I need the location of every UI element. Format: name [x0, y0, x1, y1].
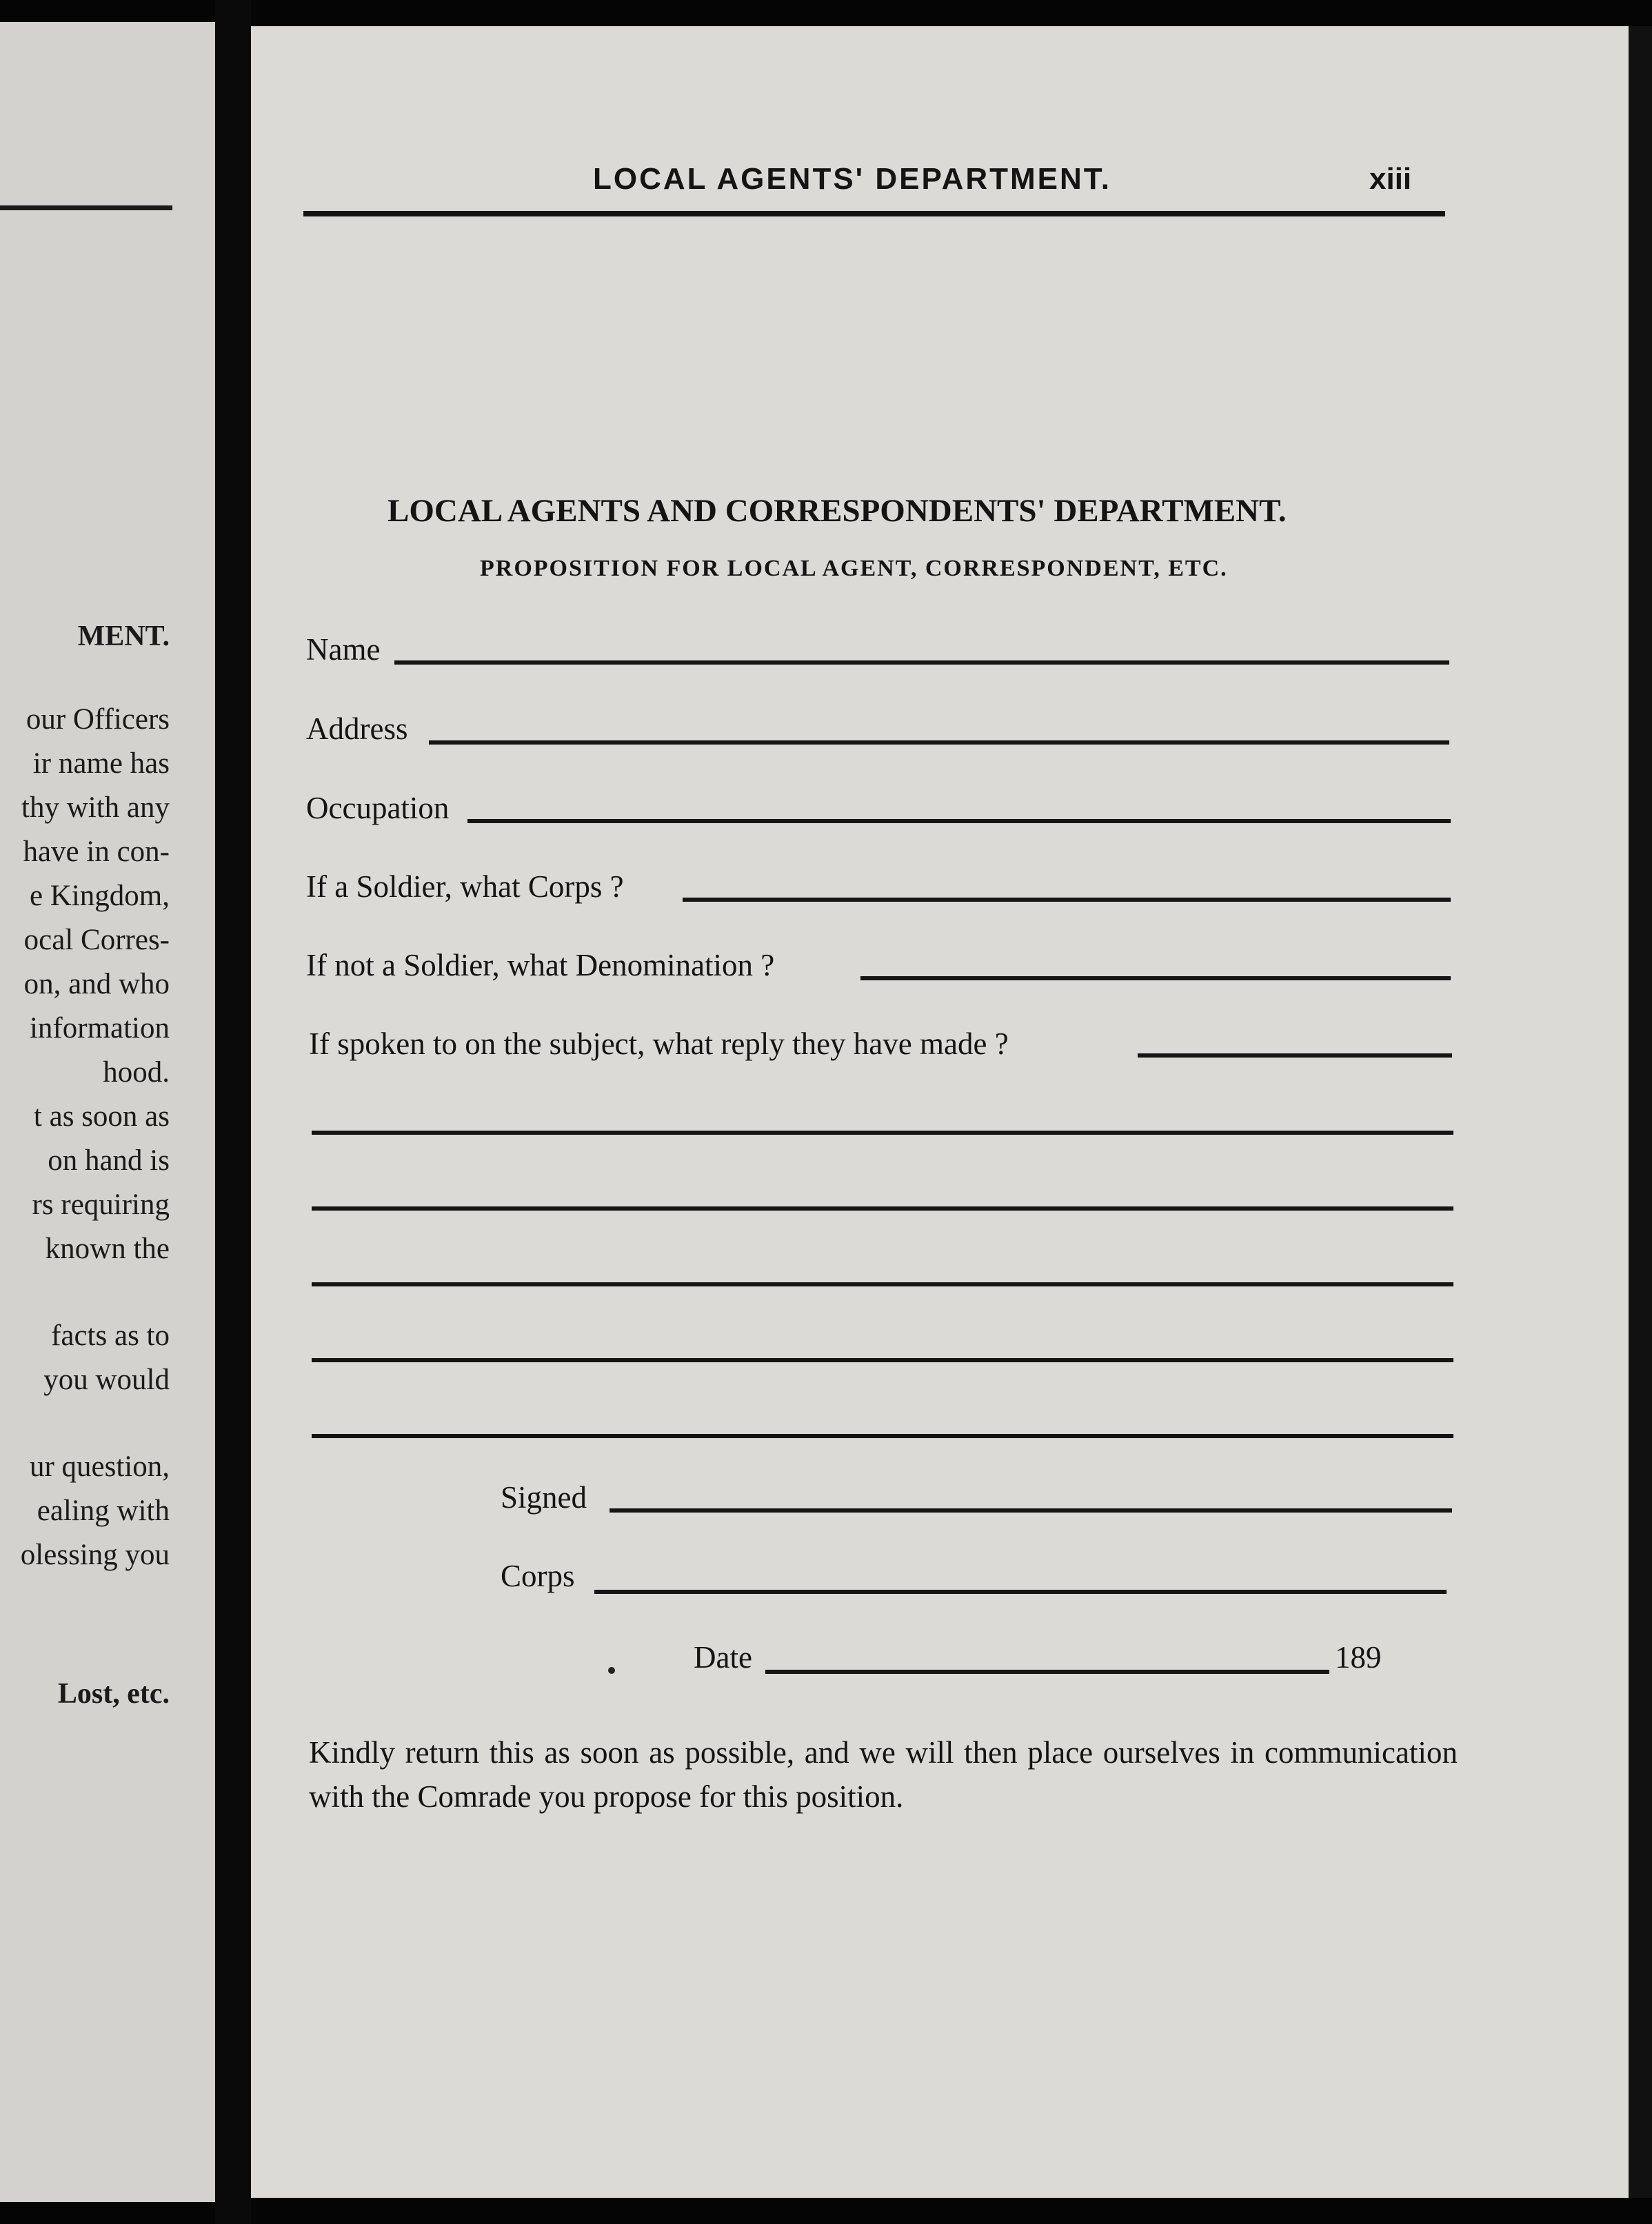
- reply-answer-line[interactable]: [312, 1358, 1453, 1362]
- date-label: Date: [694, 1640, 752, 1675]
- name-label: Name: [306, 632, 381, 667]
- signed-field[interactable]: [610, 1508, 1452, 1513]
- previous-page-rule: [0, 205, 172, 210]
- reply-answer-line[interactable]: [312, 1282, 1453, 1286]
- corps-question-field[interactable]: [683, 898, 1451, 902]
- form-subtitle: PROPOSITION FOR LOCAL AGENT, CORRESPONDENT, ETC.: [480, 556, 1228, 581]
- closing-paragraph: Kindly return this as soon as possible, and we will then place ourselves in communication with the Comrade you propose for this position.: [309, 1735, 1458, 1814]
- previous-page-line: thy with any: [21, 791, 170, 824]
- previous-page-line: known the: [45, 1233, 170, 1265]
- running-head-title: LOCAL AGENTS' DEPARTMENT.: [593, 162, 1111, 196]
- print-speck: [608, 1667, 615, 1674]
- previous-page-line: e Kingdom,: [29, 880, 170, 912]
- occupation-field[interactable]: [467, 819, 1451, 823]
- date-field[interactable]: [765, 1670, 1329, 1674]
- corps-label: Corps: [501, 1559, 575, 1593]
- form-page: [251, 26, 1629, 2198]
- previous-page-line: on hand is: [48, 1144, 170, 1177]
- previous-page-line: ocal Corres-: [23, 924, 170, 956]
- previous-page-line: ir name has: [32, 747, 170, 780]
- previous-page-fragment: [0, 22, 215, 2202]
- occupation-label: Occupation: [306, 791, 450, 825]
- previous-page-line: t as soon as: [33, 1100, 170, 1133]
- header-rule: [303, 211, 1445, 216]
- address-field[interactable]: [429, 740, 1449, 745]
- previous-page-line: facts as to: [51, 1320, 170, 1352]
- previous-page-line: information: [29, 1012, 170, 1044]
- previous-page-line: Lost, etc.: [57, 1678, 170, 1710]
- previous-page-heading: MENT.: [77, 620, 170, 652]
- denomination-question-field[interactable]: [860, 976, 1451, 980]
- reply-answer-line[interactable]: [312, 1131, 1453, 1135]
- reply-answer-line[interactable]: [312, 1206, 1453, 1211]
- book-gutter: [215, 0, 251, 2224]
- name-field[interactable]: [394, 660, 1449, 665]
- previous-page-line: hood.: [103, 1056, 170, 1089]
- reply-question-field[interactable]: [1138, 1053, 1452, 1058]
- corps-field[interactable]: [594, 1590, 1447, 1594]
- previous-page-line: you would: [43, 1364, 170, 1396]
- signed-label: Signed: [501, 1480, 587, 1515]
- previous-page-line: ur question,: [29, 1450, 170, 1483]
- previous-page-line: on, and who: [23, 968, 170, 1000]
- form-title: LOCAL AGENTS AND CORRESPONDENTS' DEPARTMENT.: [387, 493, 1287, 529]
- reply-question-label: If spoken to on the subject, what reply they have made ?: [309, 1027, 1009, 1061]
- date-year-prefix: 189: [1335, 1640, 1382, 1675]
- address-label: Address: [306, 711, 408, 746]
- denomination-question-label: If not a Soldier, what Denomination ?: [306, 948, 775, 982]
- page-number: xiii: [1369, 162, 1412, 196]
- previous-page-line: have in con-: [23, 836, 170, 868]
- page-edge: [1629, 26, 1652, 2198]
- reply-answer-line[interactable]: [312, 1434, 1453, 1438]
- previous-page-line: ealing with: [37, 1495, 170, 1527]
- previous-page-line: rs requiring: [32, 1189, 170, 1221]
- corps-question-label: If a Soldier, what Corps ?: [306, 869, 624, 904]
- previous-page-line: olessing you: [20, 1539, 170, 1571]
- previous-page-line: our Officers: [26, 703, 170, 736]
